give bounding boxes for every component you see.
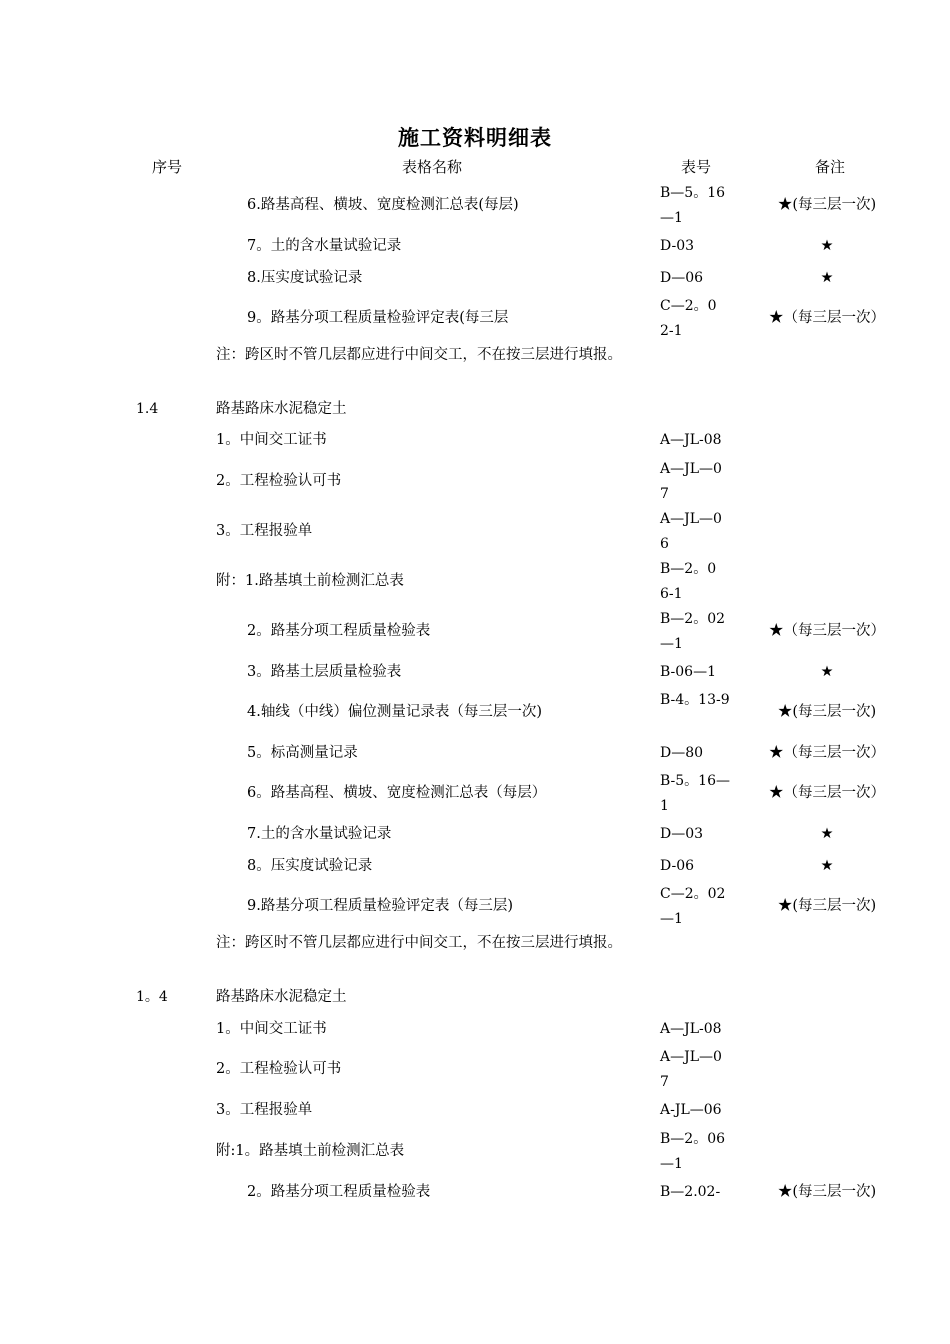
row-table-no: B-5。16—1 xyxy=(660,773,730,814)
row-remark: ★（每三层一次） xyxy=(769,623,885,639)
row-table-no: A-JL—06 xyxy=(660,1102,722,1118)
row-table-no: D—03 xyxy=(660,826,704,842)
row-name: 3。工程报验单 xyxy=(216,523,313,539)
row-name: 附：1.路基填土前检测汇总表 xyxy=(216,573,404,589)
row-seq: 1.4 xyxy=(136,401,159,417)
row-remark: ★(每三层一次) xyxy=(777,1184,877,1200)
row-name: 4.轴线（中线）偏位测量记录表（每三层一次) xyxy=(247,704,542,720)
row-remark: ★（每三层一次） xyxy=(769,310,885,326)
row-remark: ★（每三层一次） xyxy=(769,785,885,801)
row-name: 2。工程检验认可书 xyxy=(216,473,342,489)
row-remark: ★（每三层一次） xyxy=(769,745,885,761)
row-name: 2。路基分项工程质量检验表 xyxy=(247,1184,431,1200)
row-remark: ★(每三层一次) xyxy=(777,898,877,914)
row-name: 注：跨区时不管几层都应进行中间交工，不在按三层进行填报。 xyxy=(216,347,622,363)
header-table-no: 表号 xyxy=(681,158,712,176)
row-name: 路基路床水泥稳定土 xyxy=(216,989,347,1005)
row-remark: ★(每三层一次) xyxy=(777,197,877,213)
row-remark: ★(每三层一次) xyxy=(777,704,877,720)
row-name: 1。中间交工证书 xyxy=(216,1021,327,1037)
row-name: 2。工程检验认可书 xyxy=(216,1061,342,1077)
row-remark: ★ xyxy=(820,270,834,286)
row-name: 5。标高测量记录 xyxy=(247,745,358,761)
row-name: 9。路基分项工程质量检验评定表(每三层 xyxy=(247,310,509,326)
row-table-no: A—JL—07 xyxy=(660,1049,722,1090)
row-name: 7.土的含水量试验记录 xyxy=(247,826,392,842)
header-seq: 序号 xyxy=(152,158,183,176)
row-table-no: A—JL-08 xyxy=(660,1021,722,1037)
row-name: 9.路基分项工程质量检验评定表（每三层) xyxy=(247,898,513,914)
row-name: 2。路基分项工程质量检验表 xyxy=(247,623,431,639)
row-name: 3。路基土层质量检验表 xyxy=(247,664,402,680)
document-title: 施工资料明细表 xyxy=(398,125,552,150)
header-name: 表格名称 xyxy=(402,158,463,176)
row-seq: 1。4 xyxy=(136,989,168,1005)
row-table-no: A—JL-08 xyxy=(660,432,722,448)
row-table-no: B—5。16—1 xyxy=(660,185,726,226)
row-table-no: D-03 xyxy=(660,238,695,254)
row-table-no: D-06 xyxy=(660,858,695,874)
row-name: 3。工程报验单 xyxy=(216,1102,313,1118)
row-remark: ★ xyxy=(820,858,834,874)
row-name: 8。压实度试验记录 xyxy=(247,858,373,874)
row-table-no: B-4。13-9 xyxy=(660,692,730,708)
row-name: 附:1。路基填土前检测汇总表 xyxy=(216,1143,405,1159)
row-table-no: A—JL—06 xyxy=(660,511,722,552)
row-table-no: C—2。02-1 xyxy=(660,298,717,339)
header-remark: 备注 xyxy=(815,158,846,176)
row-name: 7。土的含水量试验记录 xyxy=(247,238,402,254)
row-table-no: B—2。06—1 xyxy=(660,1131,726,1172)
row-name: 8.压实度试验记录 xyxy=(247,270,363,286)
row-table-no: D—80 xyxy=(660,745,704,761)
row-remark: ★ xyxy=(820,238,834,254)
row-table-no: B—2.02- xyxy=(660,1184,721,1200)
row-name: 1。中间交工证书 xyxy=(216,432,327,448)
row-table-no: B-06—1 xyxy=(660,664,716,680)
row-name: 路基路床水泥稳定土 xyxy=(216,401,347,417)
row-table-no: C—2。02—1 xyxy=(660,886,726,927)
row-table-no: D—06 xyxy=(660,270,704,286)
row-table-no: A—JL—07 xyxy=(660,461,722,502)
row-table-no: B—2。02—1 xyxy=(660,611,726,652)
row-remark: ★ xyxy=(820,826,834,842)
row-name: 6.路基高程、横坡、宽度检测汇总表(每层) xyxy=(247,197,519,213)
row-name: 注：跨区时不管几层都应进行中间交工，不在按三层进行填报。 xyxy=(216,935,622,951)
row-table-no: B—2。06-1 xyxy=(660,561,717,602)
row-remark: ★ xyxy=(820,664,834,680)
row-name: 6。路基高程、横坡、宽度检测汇总表（每层） xyxy=(247,785,547,801)
